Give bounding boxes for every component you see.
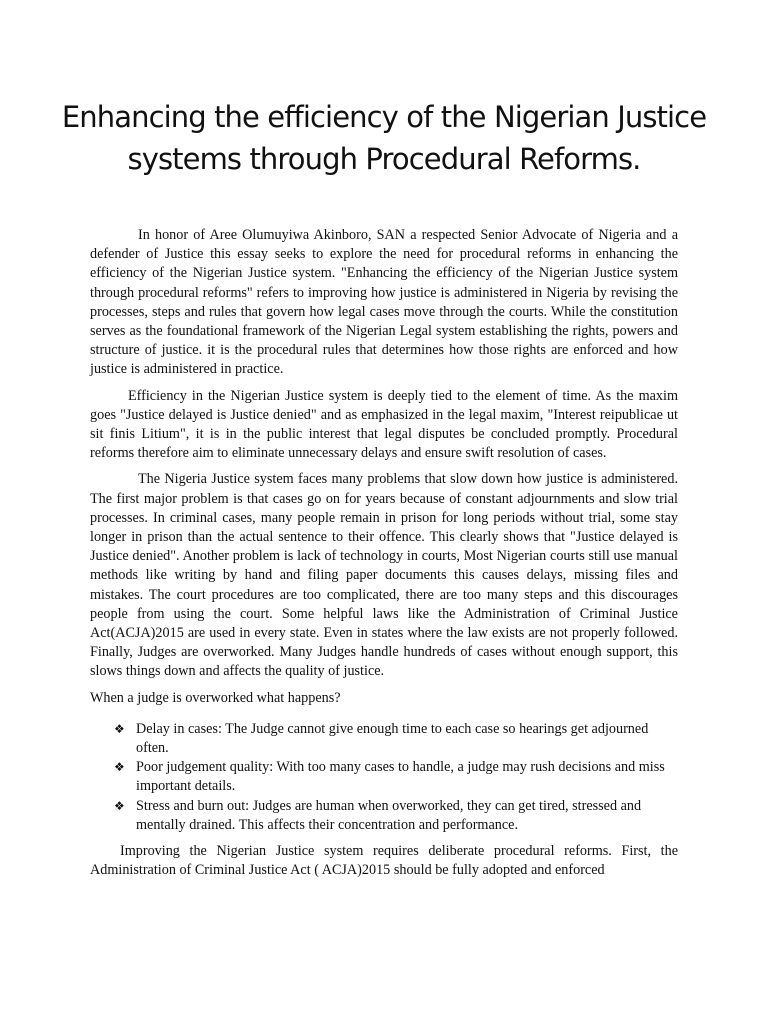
diamond-bullet-icon: ❖ bbox=[114, 721, 125, 736]
list-item bbox=[114, 797, 678, 835]
list-item-text: Delay in cases: The Judge cannot give enough time to each case so hearings get adjourned often. bbox=[136, 720, 649, 757]
list-item-text: Poor judgement quality: With too many cases to handle, a judge may rush decisions and miss important details. bbox=[136, 759, 665, 795]
question-heading: When a judge is overworked what happens? bbox=[90, 689, 341, 706]
paragraph-reforms: Improving the Nigerian Justice system requires deliberate procedural reforms. First, the Administration of Criminal Justice Act ( ACJA)2015 should be fully adopted and enforced bbox=[90, 843, 678, 879]
list-item bbox=[114, 758, 678, 796]
list-item-text: Stress and burn out: Judges are human when overworked, they can get tired, stressed and mentally drained. This affects their concentration and performance. bbox=[136, 797, 642, 833]
paragraph-efficiency: Efficiency in the Nigerian Justice system is deeply tied to the element of time. As the maxim goes "Justice delayed is Justice denied" and as emphasized in the legal maxim, "Interest reipublicae ut sit finis Litium", it is in the public interest that legal disputes be concluded promptly. Procedural reforms therefore aim to eliminate unnecessary delays and ensure swift resolution of cases. bbox=[90, 387, 678, 462]
diamond-bullet-icon: ❖ bbox=[114, 760, 125, 775]
overwork-effects-list bbox=[90, 720, 678, 835]
document-title: Enhancing the efficiency of the Nigerian Justice systems through Procedural Reforms. bbox=[61, 100, 707, 176]
diamond-bullet-icon: ❖ bbox=[114, 798, 125, 813]
list-item bbox=[114, 720, 678, 758]
document-body bbox=[90, 226, 678, 888]
paragraph-introduction: In honor of Aree Olumuyiwa Akinboro, SAN a respected Senior Advocate of Nigeria and a defender of Justice this essay seeks to explore the need for procedural reforms in enhancing the efficiency of the Nigerian Justice system. "Enhancing the efficiency of the Nigerian Justice system through procedural reforms" refers to improving how justice is administered in Nigeria by revising the processes, steps and rules that govern how legal cases move through the courts. While the constitution serves as the foundational framework of the Nigerian Legal system establishing the rights, powers and structure of justice. it is the procedural rules that determines how those rights are enforced and how justice is administered in practice. bbox=[90, 227, 678, 378]
paragraph-problems: The Nigeria Justice system faces many problems that slow down how justice is administered. The first major problem is that cases go on for years because of constant adjournments and slow trial processes. In criminal cases, many people remain in prison for long periods without trial, some stay longer in prison than the actual sentence to their offence. This clearly shows that "Justice delayed is Justice denied". Another problem is lack of technology in courts, Most Nigerian courts still use manual methods like writing by hand and filing paper documents this causes delays, missing files and mistakes. The court procedures are too complicated, there are too many steps and this discourages people from using the court. Some helpful laws like the Administration of Criminal Justice Act(ACJA)2015 are used in every state. Even in states where the law exists are not properly followed. Finally, Judges are overworked. Many Judges handle hundreds of cases without enough support, this slows things down and affects the quality of justice. bbox=[90, 471, 678, 680]
